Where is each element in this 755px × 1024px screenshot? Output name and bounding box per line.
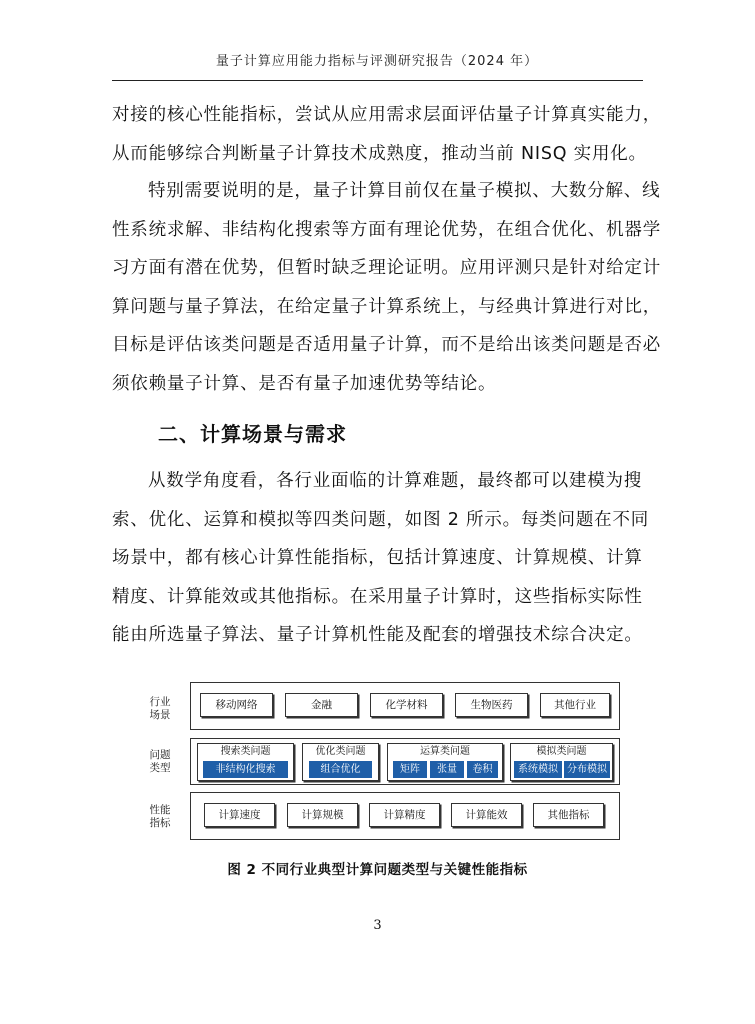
category-title: 运算类问题 bbox=[420, 746, 470, 757]
industry-box: 移动网络 bbox=[200, 693, 273, 717]
problem-category-computation bbox=[387, 743, 503, 781]
text-line: 对接的核心性能指标，尝试从应用需求层面评估量子计算真实能力， bbox=[112, 105, 661, 125]
row-label-line: 问题 bbox=[149, 749, 171, 761]
text-line: 从而能够综合判断量子计算技术成熟度，推动当前 NISQ 实用化。 bbox=[112, 143, 647, 164]
paragraph-3 bbox=[112, 462, 650, 655]
paragraph-2 bbox=[112, 172, 661, 403]
row-frame-industry bbox=[190, 682, 620, 730]
text-line: 能由所选量子算法、量子计算机性能及配套的增强技术综合决定。 bbox=[112, 625, 643, 645]
industry-box: 金融 bbox=[285, 693, 358, 717]
row-label-line: 场景 bbox=[149, 709, 171, 721]
category-title: 优化类问题 bbox=[315, 746, 366, 757]
problem-category-search bbox=[197, 743, 294, 781]
text-line: 场景中，都有核心计算性能指标，包括计算速度、计算规模、计算 bbox=[112, 548, 643, 568]
metric-box: 计算规模 bbox=[287, 803, 358, 827]
text-line: 习方面有潜在优势，但暂时缺乏理论证明。应用评测只是针对给定计 bbox=[112, 258, 661, 278]
category-title: 模拟类问题 bbox=[536, 746, 587, 757]
page-header: 量子计算应用能力指标与评测研究报告（2024 年） bbox=[215, 54, 539, 69]
row-frame-metrics bbox=[190, 792, 620, 840]
industry-box: 化学材料 bbox=[370, 693, 443, 717]
metric-box: 其他指标 bbox=[533, 803, 604, 827]
text-line: 算问题与量子算法，在给定量子计算系统上，与经典计算进行对比， bbox=[112, 296, 661, 317]
category-sub-item: 系统模拟 bbox=[514, 761, 562, 778]
figure-diagram bbox=[140, 680, 625, 842]
category-sub-item: 矩阵 bbox=[393, 761, 427, 778]
text-line: 性系统求解、非结构化搜索等方面有理论优势，在组合优化、机器学 bbox=[112, 219, 661, 240]
category-sub-item: 卷积 bbox=[467, 761, 498, 778]
category-sub-item: 组合优化 bbox=[309, 761, 372, 778]
page-number: 3 bbox=[373, 918, 382, 933]
metric-box: 计算速度 bbox=[204, 803, 275, 827]
figure-caption: 图 2 不同行业典型计算问题类型与关键性能指标 bbox=[227, 862, 528, 878]
metric-box: 计算精度 bbox=[369, 803, 440, 827]
text-line: 索、优化、运算和模拟等四类问题，如图 2 所示。每类问题在不同 bbox=[112, 509, 650, 530]
text-line: 须依赖量子计算、是否有量子加速优势等结论。 bbox=[112, 373, 497, 394]
header-rule bbox=[112, 80, 643, 81]
text-line: 精度、计算能效或其他指标。在采用量子计算时，这些指标实际性 bbox=[112, 586, 643, 607]
row-label-line: 性能 bbox=[149, 804, 171, 816]
problem-category-optimization bbox=[302, 743, 379, 781]
section-heading: 二、计算场景与需求 bbox=[158, 422, 347, 446]
row-label-problem bbox=[140, 749, 180, 775]
metric-box: 计算能效 bbox=[451, 803, 522, 827]
category-sub-item: 张量 bbox=[430, 761, 464, 778]
industry-box: 其他行业 bbox=[540, 693, 610, 717]
category-sub-item: 分布模拟 bbox=[564, 761, 610, 778]
row-frame-problem bbox=[190, 738, 620, 785]
text-line: 特别需要说明的是，量子计算目前仅在量子模拟、大数分解、线 bbox=[148, 181, 661, 201]
row-label-line: 指标 bbox=[149, 817, 171, 829]
row-label-metrics bbox=[140, 804, 180, 830]
row-label-line: 类型 bbox=[149, 762, 171, 774]
industry-box: 生物医药 bbox=[455, 693, 528, 717]
text-line: 目标是评估该类问题是否适用量子计算，而不是给出该类问题是否必 bbox=[112, 335, 661, 355]
category-sub-item: 非结构化搜索 bbox=[203, 761, 288, 778]
category-title: 搜索类问题 bbox=[220, 746, 271, 757]
text-line: 从数学角度看，各行业面临的计算难题，最终都可以建模为搜 bbox=[148, 471, 643, 491]
row-label-line: 行业 bbox=[149, 696, 171, 708]
problem-category-simulation bbox=[510, 743, 613, 781]
row-label-industry bbox=[140, 696, 180, 722]
paragraph-1 bbox=[112, 96, 661, 173]
